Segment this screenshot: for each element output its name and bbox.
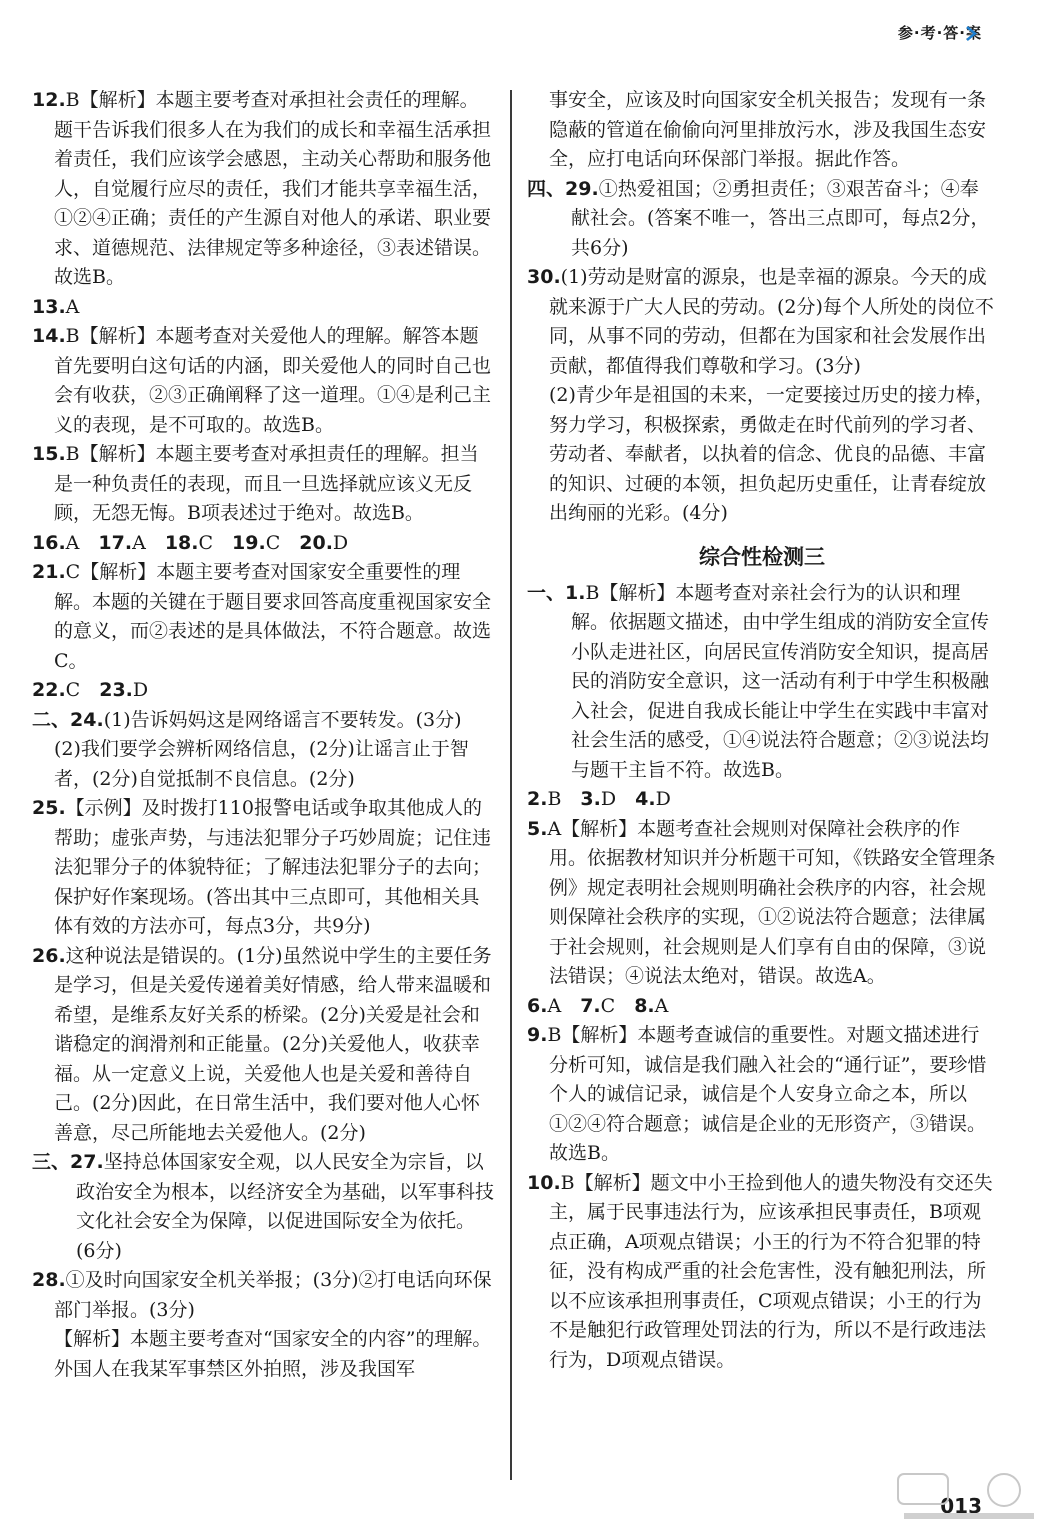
answer-entry-q28c [527,86,997,175]
answer-text: C [198,531,214,554]
question-number: 20. [299,531,333,554]
question-number: 21. [32,561,66,583]
answer-text: A [547,994,562,1017]
answer-text: 事安全，应该及时向国家安全机关报告；发现有一条隐蔽的管道在偷偷向河里排放污水，涉及我国生态安全，应打电话向环保部门举报。据此作答。 [549,89,987,170]
answer-text: B【解析】本题考查对关爱他人的理解。解答本题首先要明白这句话的内涵，即关爱他人的同时自己也会有收获，②③正确阐释了这一道理。①④是利己主义的表现，是不可取的。故选B。 [54,325,492,436]
answer-entry-q15 [32,440,494,529]
question-number: 19. [232,531,266,554]
answer-entry-q12 [32,86,494,293]
question-number: 17. [98,531,133,554]
column-divider [510,90,512,1480]
section-prefix: 三、 [32,1151,71,1173]
answer-entry-q21 [32,558,494,676]
question-number: 3. [580,788,601,810]
question-number: 16. [32,531,66,554]
question-number: 29. [565,177,599,200]
question-number: 6. [527,994,548,1017]
question-number: 10. [527,1171,561,1194]
answer-text: A [65,295,80,318]
question-number: 28. [32,1269,66,1291]
answer-text: D [655,788,671,810]
answer-text: (1)告诉妈妈这是网络谣言不要转发。(3分) [103,708,462,731]
answer-entry-q28b [32,1325,494,1384]
answer-entry-q29 [527,175,997,264]
section-prefix: 一、 [527,581,566,604]
answer-text: (2)我们要学会辨析网络信息，(2分)让谣言止于智者，(2分)自觉抵制不良信息。(2分) [54,738,469,790]
question-number: 2. [527,788,548,810]
question-number: 8. [634,994,655,1017]
answer-entry-q16 [32,529,494,559]
right-column [527,86,997,1375]
answer-entry-q14 [32,322,494,440]
answer-text: B【解析】本题考查对亲社会行为的认识和理解。依据题文描述，由中学生组成的消防安全宣传小队走进社区，向居民宣传消防安全知识，提高居民的消防安全意识，这一活动有利于中学生积极融入社会，促进自我成长能让中学生在实践中丰富对社会生活的感受，①④说法符合题意；②③说法均与题干主旨不符。故选B。 [571,581,990,781]
answer-entry-q24b [32,735,494,794]
answer-entry-q13 [32,293,494,323]
answer-entry-q27 [32,1148,494,1266]
answer-text: C [265,531,281,554]
answer-entry-q30a [527,263,997,381]
answer-entry-q30b [527,381,997,529]
answer-text: C [600,994,616,1017]
page-header: 参·考·答·案 [897,24,982,42]
question-number: 14. [32,325,66,347]
question-number: 7. [580,994,601,1017]
answer-text: 【示例】及时拨打110报警电话或争取其他成人的帮助；虚张声势，与违法犯罪分子巧妙周旋；记住违法犯罪分子的体貌特征；了解违法犯罪分子的去向；保护好作案现场。(答出其中三点即可，其他相关具体有效的方法亦可，每点3分，共9分) [54,797,492,937]
answer-entry-t6 [527,992,997,1022]
answer-text: A [654,994,669,1017]
answer-entry-q26 [32,942,494,1149]
answer-text: D [600,788,617,810]
answer-entry-t5 [527,815,997,992]
section-prefix: 四、 [527,177,566,200]
answer-entry-q24a [32,706,494,736]
question-number: 4. [635,788,656,810]
answer-text: B【解析】本题主要考查对承担责任的理解。担当是一种负责任的表现，而且一旦选择就应该义无反顾，无怨无悔。B项表述过于绝对。故选B。 [54,443,479,524]
question-number: 9. [527,1024,548,1046]
answer-text: D [132,679,149,701]
question-number: 5. [527,817,548,840]
answer-text: 【解析】本题主要考查对“国家安全的内容”的理解。外国人在我某军事禁区外拍照，涉及我国军 [54,1328,492,1380]
answer-entry-t2 [527,785,997,815]
page-number: 013 [940,1494,982,1518]
answer-entry-t1 [527,579,997,786]
section-prefix: 二、 [32,708,71,731]
question-number: 26. [32,944,66,967]
chevron-right-icon [963,26,978,41]
question-number: 1. [565,581,586,604]
question-number: 13. [32,295,66,318]
answer-text: (2)青少年是祖国的未来，一定要接过历史的接力棒，努力学习，积极探索，勇做走在时代前列的学习者、劳动者、奉献者，以执着的信念、优良的品德、丰富的知识、过硬的本领，担负起历史重任，让青春绽放出绚丽的光彩。(4分) [549,384,994,524]
answer-entry-q28 [32,1266,494,1325]
answer-text: C【解析】本题主要考查对国家安全重要性的理解。本题的关键在于题目要求回答高度重视国家安全的意义，而②表述的是具体做法，不符合题意。故选C。 [54,561,492,672]
answer-text: 坚持总体国家安全观，以人民安全为宗旨，以政治安全为根本，以经济安全为基础，以军事科技文化社会安全为保障，以促进国际安全为依托。(6分) [76,1151,495,1262]
question-number: 27. [70,1151,104,1173]
question-number: 25. [32,797,66,819]
question-number: 15. [32,443,66,465]
answer-entry-q25 [32,794,494,942]
answer-text: (1)劳动是财富的源泉，也是幸福的源泉。今天的成就来源于广大人民的劳动。(2分)每个人所处的岗位不同，从事不同的劳动，但都在为国家和社会发展作出贡献，都值得我们尊敬和学习。(3分) [549,266,994,377]
answer-text: B [547,788,562,810]
section-title: 综合性检测三 [699,544,825,569]
answer-entry-q22 [32,676,494,706]
answer-text: A【解析】本题考查社会规则对保障社会秩序的作用。依据教材知识并分析题干可知，《铁路安全管理条例》规定表明社会规则明确社会秩序的内容，社会规则保障社会秩序的实现，①②说法符合题意；法律属于社会规则，社会规则是人们享有自由的保障，③说法错误；④说法太绝对，错误。故选A。 [547,817,996,987]
answer-entry-t9 [527,1021,997,1169]
answer-text: ①及时向国家安全机关举报；(3分)②打电话向环保部门举报。(3分) [54,1269,492,1321]
answer-text: B【解析】题文中小王捡到他人的遗失物没有交还失主，属于民事违法行为，应该承担民事责任，B项观点正确，A项观点错误；小王的行为不符合犯罪的特征，没有构成严重的社会危害性，没有触犯刑法，所以不应该承担刑事责任，C项观点错误；小王的行为不是触犯行政管理处罚法的行为，所以不是行政违法行为，D项观点错误。 [549,1171,993,1371]
question-number: 24. [70,708,104,731]
answer-text: A [65,531,80,554]
question-number: 12. [32,89,66,111]
question-number: 23. [99,679,133,701]
question-number: 22. [32,679,66,701]
answer-text: A [132,531,146,554]
question-number: 18. [164,531,199,554]
question-number: 30. [527,266,561,288]
left-column [32,86,494,1384]
answer-text: D [332,531,349,554]
answer-entry-t10 [527,1169,997,1376]
answer-text: B【解析】本题考查诚信的重要性。对题文描述进行分析可知，诚信是我们融入社会的“通行证”，要珍惜个人的诚信记录，诚信是个人安身立命之本，所以①②④符合题意；诚信是企业的无形资产，③错误。故选B。 [547,1024,987,1164]
answer-text: 这种说法是错误的。(1分)虽然说中学生的主要任务是学习，但是关爱传递着美好情感，给人带来温暖和希望，是维系友好关系的桥梁。(2分)关爱是社会和谐稳定的润滑剂和正能量。(2分)关爱他人，收获幸福。从一定意义上说，关爱他人也是关爱和善待自己。(2分)因此，在日常生活中，我们要对他人心怀善意，尽己所能地去关爱他人。(2分) [54,944,492,1144]
watermark-logo [894,1470,1044,1530]
answer-text: C [65,679,81,701]
answer-text: ①热爱祖国；②勇担责任；③艰苦奋斗；④奉献社会。(答案不唯一，答出三点即可，每点2分，共6分) [571,177,990,259]
answer-text: B【解析】本题主要考查对承担社会责任的理解。题干告诉我们很多人在为我们的成长和幸福生活承担着责任，我们应该学会感恩，主动关心帮助和服务他人，自觉履行应尽的责任，我们才能共享幸福生活，①②④正确；责任的产生源自对他人的承诺、职业要求、道德规范、法律规定等多种途径，③表述错误。故选B。 [54,89,492,288]
